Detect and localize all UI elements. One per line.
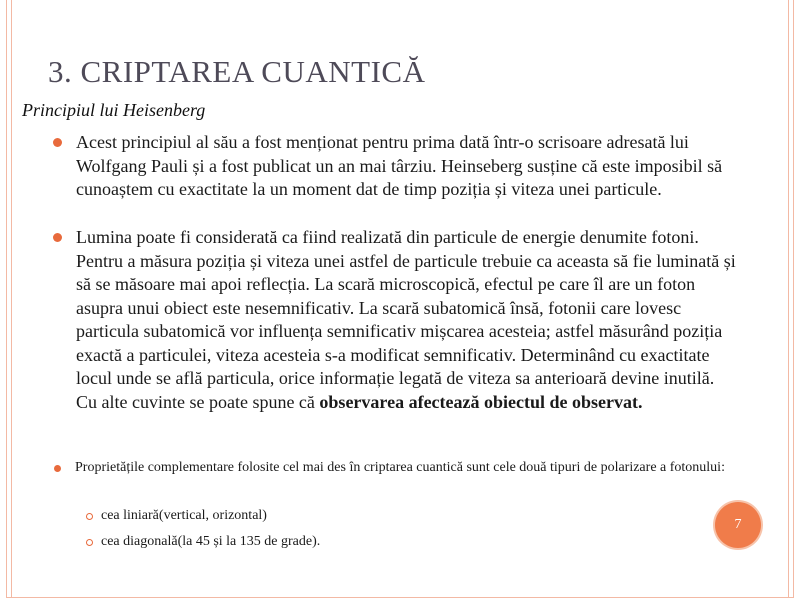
bullet-text-regular: Lumina poate fi considerată ca fiind realizată din particule de energie denumite fotoni. Pentru a măsura poziția și viteza unei astfel de particule trebuie ca aceasta să fie luminată și să se măsoare mai apoi reflecția. La scară microscopică, efectul pe care îl are un foton asupra unui obiect este nesemnificativ. La scară subatomică însă, fotonii care lovesc particula subatomică vor influența semnificativ mișcarea acesteia; astfel măsurând poziția exactă a particulei, viteza acesteia s-a modificat semnificativ. Determinând cu exactitate locul unde se află particula, orice informație legată de viteza sa anterioară devine inutilă. Cu alte cuvinte se poate spune că (76, 227, 736, 412)
sub-bullet-text: cea liniară(vertical, orizontal) (101, 508, 267, 523)
bullet-dot-icon (54, 465, 61, 472)
bullet-text: Proprietățile complementare folosite cel mai des în criptarea cuantică sunt cele două tipuri de polarizare a fotonului: (75, 460, 725, 475)
bullet-text (76, 226, 736, 414)
bullet-text: Acest principiul al său a fost menționat pentru prima dată într-o scrisoare adresată lui Wolfgang Pauli și a fost publicat un an mai târziu. Heinseberg susține că este imposibil să cunoaștem cu exactitate la un moment dat de timp poziția și viteza unei particule. (76, 132, 723, 199)
slide-frame-bottom (6, 597, 794, 598)
bullet-text-bold: observarea afectează obiectul de observat. (319, 391, 643, 412)
bullet-dot-icon (53, 233, 62, 242)
bullet-dot-icon (53, 138, 62, 147)
sub-bullet-ring-icon (86, 539, 93, 546)
page-number-badge: 7 (715, 502, 761, 548)
slide-title: 3. CRIPTAREA CUANTICĂ (48, 54, 426, 89)
sub-bullet-text: cea diagonală(la 45 și la 135 de grade). (101, 534, 321, 549)
slide-subtitle: Principiul lui Heisenberg (22, 100, 206, 120)
sub-bullet-ring-icon (86, 513, 93, 520)
